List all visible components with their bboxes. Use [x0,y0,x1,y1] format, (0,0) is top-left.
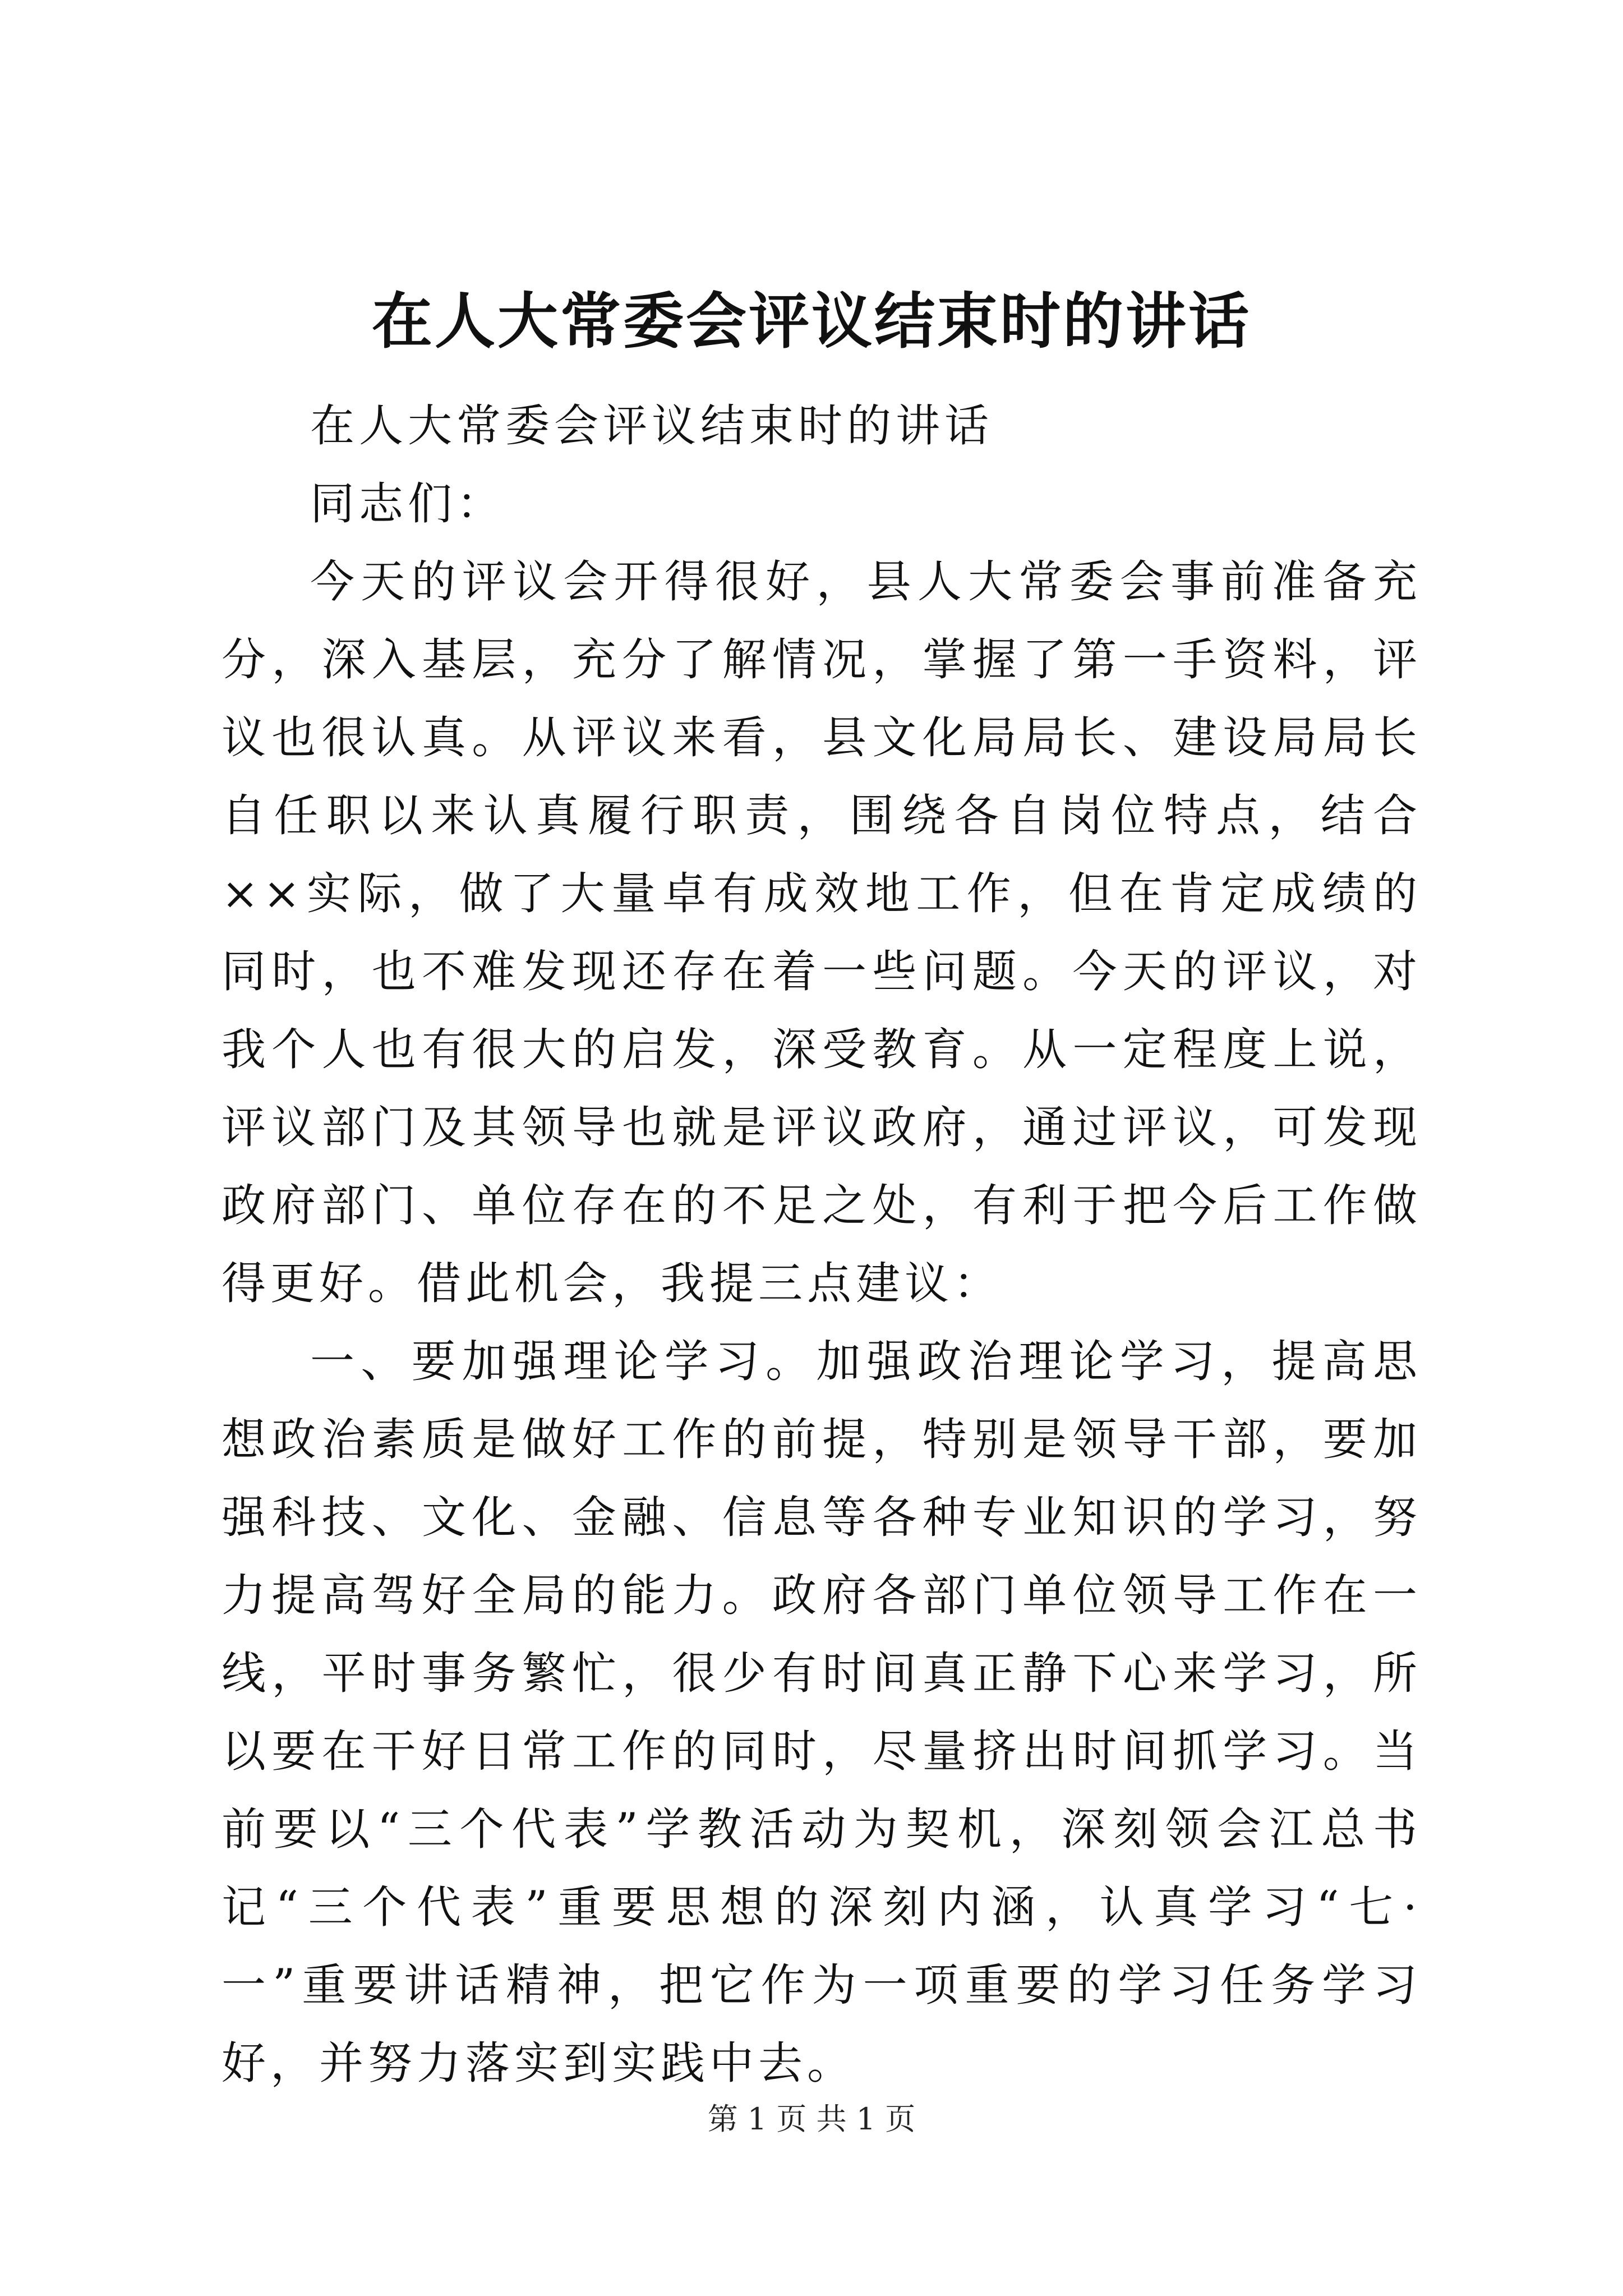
document-body [222,387,1422,2102]
body-paragraph: 今天的评议会开得很好，县人大常委会事前准备充分，深入基层，充分了解情况，掌握了第一手资料，评议也很认真。从评议来看，县文化局局长、建设局局长自任职以来认真履行职责，围绕各自岗位特点，结合××实际，做了大量卓有成效地工作，但在肯定成绩的同时，也不难发现还存在着一些问题。今天的评议，对我个人也有很大的启发，深受教育。从一定程度上说，评议部门及其领导也就是评议政府，通过评议，可发现政府部门、单位存在的不足之处，有利于把今后工作做得更好。借此机会，我提三点建议： [222,556,1422,1309]
document-title: 在人大常委会评议结束时的讲话 [371,286,1251,357]
salutation-paragraph: 同志们： [310,478,505,530]
subtitle-paragraph: 在人大常委会评议结束时的讲话 [310,400,993,452]
body-paragraph: 一、要加强理论学习。加强政治理论学习，提高思想政治素质是做好工作的前提，特别是领导干部，要加强科技、文化、金融、信息等各种专业知识的学习，努力提高驾好全局的能力。政府各部门单位领导工作在一线，平时事务繁忙，很少有时间真正静下心来学习，所以要在干好日常工作的同时，尽量挤出时间抓学习。当前要以“三个代表”学教活动为契机，深刻领会江总书记“三个代表”重要思想的深刻内涵，认真学习“七·一”重要讲话精神，把它作为一项重要的学习任务学习好，并努力落实到实践中去。 [222,1336,1422,2089]
page-footer: 第 1 页 共 1 页 [707,2101,916,2137]
